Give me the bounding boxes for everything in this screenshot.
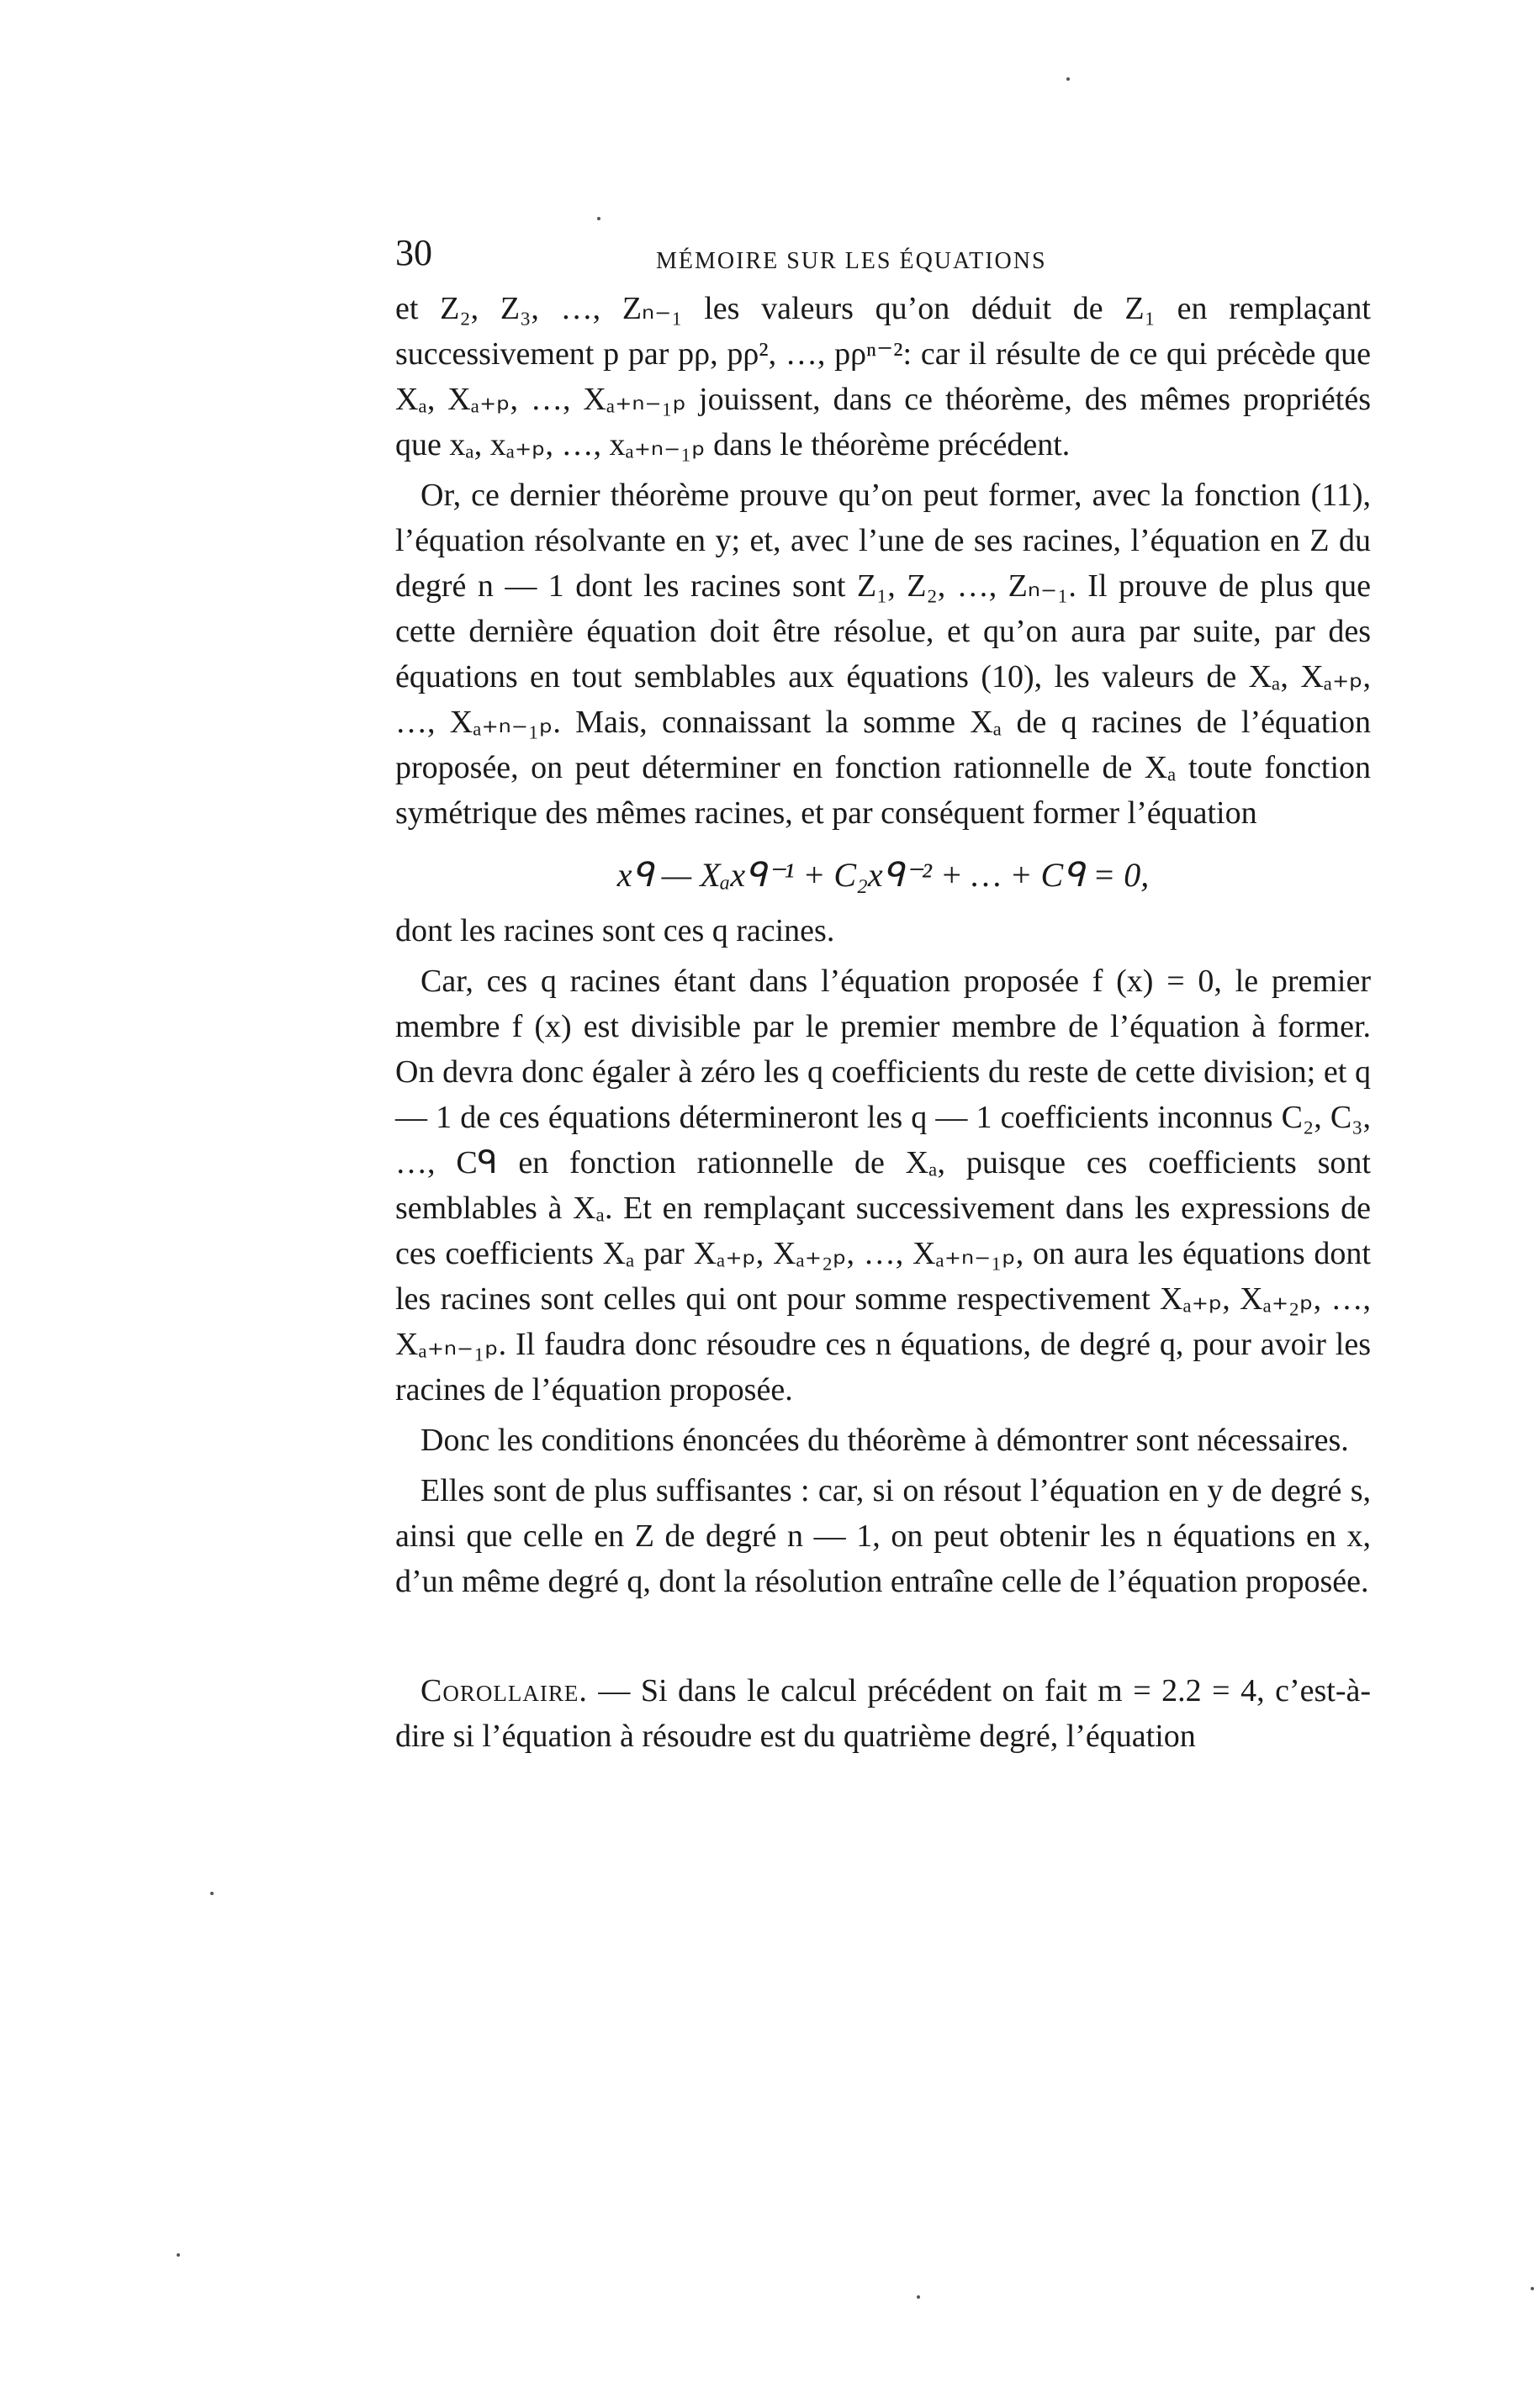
corollary-paragraph xyxy=(395,1668,1371,1759)
corollary-text: — Si dans le calcul précédent on fait m = 2.2 = 4, c’est-à-dire si l’équation à résoudre est du quatrième degré, l’équation xyxy=(395,1673,1371,1754)
paragraph-4: Car, ces q racines étant dans l’équation proposée f (x) = 0, le premier membre f (x) est divisible par le premier membre de l’équation à former. On devra donc égaler à zéro les q coefficients du reste de cette division; et q — 1 de ces équations détermineront les q — 1 coefficients inconnus C₂, C₃, …, Cᑫ en fonction rationnelle de Xₐ, puisque ces coefficients sont semblables à Xₐ. Et en remplaçant successivement dans les expressions de ces coefficients Xₐ par Xₐ₊ₚ, Xₐ₊₂ₚ, …, Xₐ₊ₙ₋₁ₚ, on aura les équations dont les racines sont celles qui ont pour somme respectivement Xₐ₊ₚ, Xₐ₊₂ₚ, …, Xₐ₊ₙ₋₁ₚ. Il faudra donc résoudre ces n équations, de degré q, pour avoir les racines de l’équation proposée. xyxy=(395,964,1371,1407)
page-number: 30 xyxy=(395,232,432,273)
running-title: MÉMOIRE SUR LES ÉQUATIONS xyxy=(656,248,1047,274)
page-body xyxy=(395,286,1371,1759)
scan-speck xyxy=(597,217,600,220)
scan-speck xyxy=(177,2253,180,2257)
paragraph-2: Or, ce dernier théorème prouve qu’on peut former, avec la fonction (11), l’équation résolvante en y; et, avec l’une de ses racines, l’équation en Z du degré n — 1 dont les racines sont Z₁, Z₂, …, Zₙ₋₁. Il prouve de plus que cette dernière équation doit être résolue, et qu’on aura par suite, par des équations en tout semblables aux équations (10), les valeurs de Xₐ, Xₐ₊ₚ, …, Xₐ₊ₙ₋₁ₚ. Mais, connaissant la somme Xₐ de q racines de l’équation proposée, on peut déterminer en fonction rationnelle de Xₐ toute fonction symétrique des mêmes racines, et par conséquent former l’équation xyxy=(395,478,1371,831)
paragraph-3: dont les racines sont ces q racines. xyxy=(395,913,835,948)
corollary-label: Corollaire. xyxy=(421,1673,588,1708)
paragraph-6: Elles sont de plus suffisantes : car, si on résout l’équation en y de degré s, ainsi que celle en Z de degré n — 1, on peut obtenir les n équations en x, d’un même degré q, dont la résolution entraîne celle de l’équation proposée. xyxy=(395,1473,1371,1599)
scan-speck xyxy=(1531,2287,1534,2290)
paragraph-5: Donc les conditions énoncées du théorème à démontrer sont nécessaires. xyxy=(421,1423,1349,1458)
paragraph-1: et Z₂, Z₃, …, Zₙ₋₁ les valeurs qu’on déduit de Z₁ en remplaçant successivement p par pρ, pρ², …, pρⁿ⁻²: car il résulte de ce qui précède que Xₐ, Xₐ₊ₚ, …, Xₐ₊ₙ₋₁ₚ jouissent, dans ce théorème, des mêmes propriétés que xₐ, xₐ₊ₚ, …, xₐ₊ₙ₋₁ₚ dans le théorème précédent. xyxy=(395,291,1371,462)
scan-speck xyxy=(210,1892,214,1895)
display-equation: xᑫ — Xₐxᑫ⁻¹ + C₂xᑫ⁻² + … + Cᑫ = 0, xyxy=(616,856,1150,894)
scan-speck xyxy=(1066,77,1070,81)
page-header xyxy=(395,231,1362,282)
scan-speck xyxy=(917,2295,920,2299)
